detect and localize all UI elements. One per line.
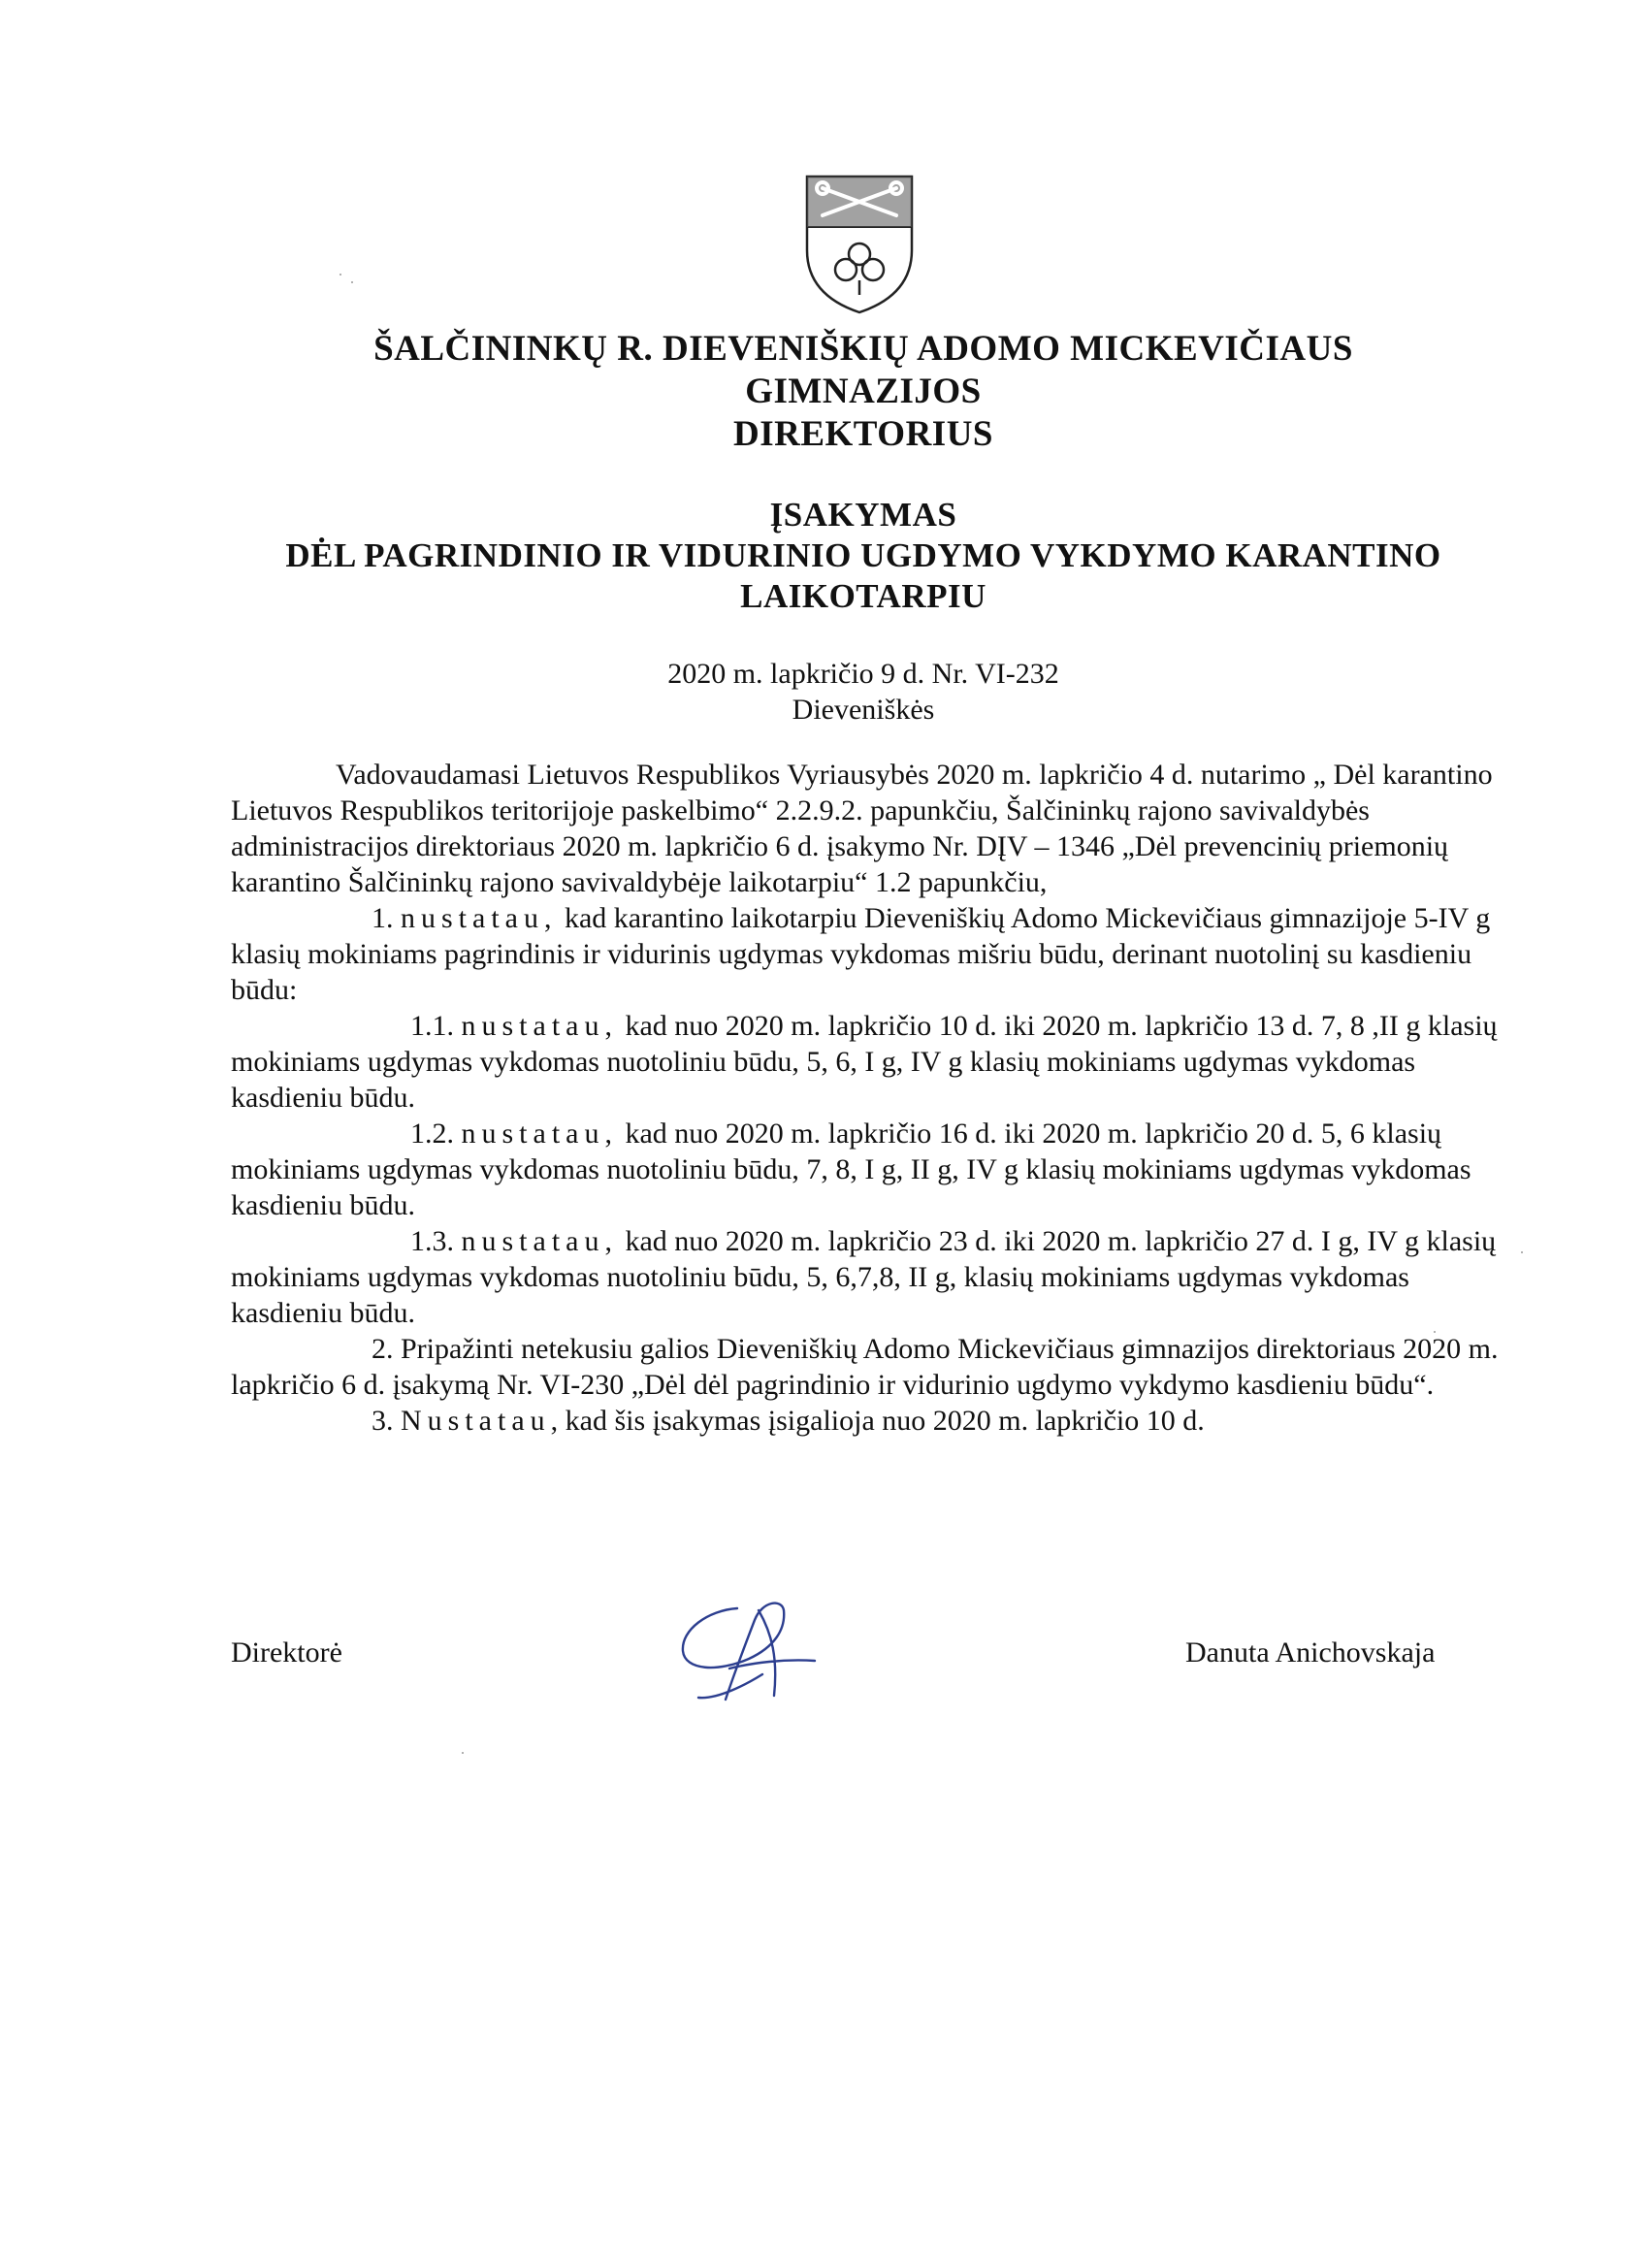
item-text: kad karantino laikotarpiu Dieveniškių Adomo Mickevičiaus gimnazijoje 5-IV g klasių mokiniams pagrindinis ir vidurinis ugdymas vykdomas mišriu būdu, derinant nuotolinį su kasdieniu būdu: [231, 902, 1491, 1006]
item-verb: nustatau, [461, 1118, 618, 1150]
order-title-line-2: LAIKOTARPIU [740, 577, 986, 615]
order-item [231, 1008, 1502, 1116]
order-date-number: 2020 m. lapkričio 9 d. Nr. VI-232 [667, 658, 1059, 690]
order-item [231, 1223, 1502, 1331]
item-verb: nustatau, [461, 1010, 618, 1042]
order-title-block [0, 495, 1649, 617]
handwritten-signature-image [669, 1591, 834, 1717]
item-verb: nustatau, [461, 1225, 618, 1257]
item-number: 2. [372, 1333, 394, 1365]
item-text: kad nuo 2020 m. lapkričio 10 d. iki 2020 m. lapkričio 13 d. 7, 8 ,II g klasių mokiniams ugdymas vykdomas nuotoliniu būdu, 5, 6, I g, IV g klasių mokiniams ugdymas vykdomas kasdieniu būdu. [231, 1010, 1498, 1114]
item-number: 1. [372, 902, 394, 934]
institution-line-3: DIREKTORIUS [732, 414, 993, 454]
order-item [231, 1331, 1502, 1403]
item-text: , kad šis įsakymas įsigalioja nuo 2020 m. lapkričio 10 d. [550, 1405, 1205, 1437]
institution-line-2: GIMNAZIJOS [745, 372, 982, 411]
item-number: 1.1. [410, 1010, 454, 1042]
scan-speck [462, 1752, 464, 1754]
item-text: kad nuo 2020 m. lapkričio 23 d. iki 2020 m. lapkričio 27 d. I g, IV g klasių mokiniams ugdymas vykdomas nuotoliniu būdu, 5, 6,7,8, II g, klasių mokiniams ugdymas vykdomas kasdieniu būdu. [231, 1225, 1497, 1329]
scan-speck [1434, 1331, 1436, 1333]
signatory-role: Direktorė [231, 1636, 342, 1669]
scan-speck [351, 281, 353, 283]
order-item [231, 1116, 1502, 1223]
signatory-name: Danuta Anichovskaja [1185, 1636, 1436, 1669]
item-text: kad nuo 2020 m. lapkričio 16 d. iki 2020 m. lapkričio 20 d. 5, 6 klasių mokiniams ugdymas vykdomas nuotoliniu būdu, 7, 8, I g, II g, IV g klasių mokiniams ugdymas vykdomas kasdieniu būdu. [231, 1118, 1471, 1221]
item-verb: nustatau, [401, 902, 558, 934]
coat-of-arms-emblem [801, 171, 918, 316]
item-number: 3. [372, 1405, 394, 1437]
institution-header [0, 328, 1649, 456]
scan-speck [1521, 1251, 1523, 1253]
item-text: Pripažinti netekusiu galios Dieveniškių Adomo Mickevičiaus gimnazijos direktoriaus 2020 m. lapkričio 6 d. įsakymą Nr. VI-230 „Dėl dėl pagrindinio ir vidurinio ugdymo vykdymo kasdieniu būdu“. [231, 1333, 1499, 1401]
order-item [231, 1403, 1502, 1439]
order-meta [0, 656, 1649, 728]
order-type: ĮSAKYMAS [769, 496, 957, 534]
intro-paragraph: Vadovaudamasi Lietuvos Respublikos Vyriausybės 2020 m. lapkričio 4 d. nutarimo „ Dėl karantino Lietuvos Respublikos teritorijoje paskelbimo“ 2.2.9.2. papunkčiu, Šalčininkų rajono savivaldybės administracijos direktoriaus 2020 m. lapkričio 6 d. įsakymo Nr. DĮV – 1346 „Dėl prevencinių priemonių karantino Šalčininkų rajono savivaldybėje laikotarpiu“ 1.2 papunkčiu, [231, 759, 1493, 898]
item-number: 1.3. [410, 1225, 454, 1257]
order-body [231, 757, 1502, 1439]
institution-line-1: ŠALČININKŲ R. DIEVENIŠKIŲ ADOMO MICKEVIČIAUS [373, 329, 1353, 369]
order-title-line-1: DĖL PAGRINDINIO IR VIDURINIO UGDYMO VYKDYMO KARANTINO [285, 536, 1441, 574]
item-verb: Nustatau [401, 1405, 551, 1437]
order-item [231, 900, 1502, 1008]
order-place: Dieveniškės [792, 694, 935, 726]
item-number: 1.2. [410, 1118, 454, 1150]
scan-speck [340, 274, 341, 275]
